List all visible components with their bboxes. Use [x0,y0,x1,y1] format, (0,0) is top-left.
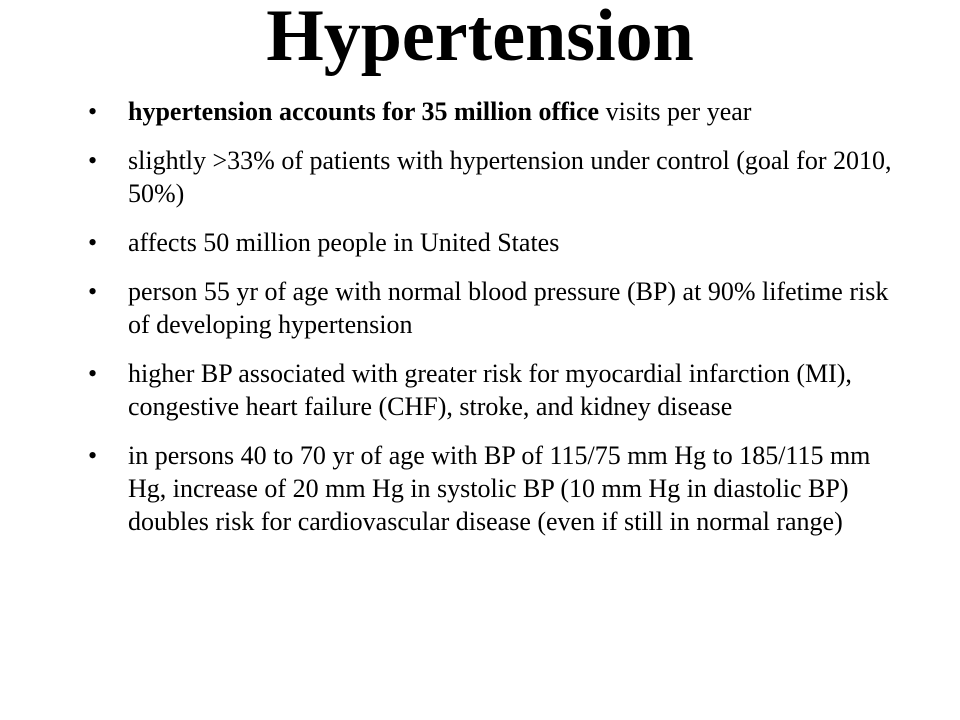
bullet-text: higher BP associated with greater risk for myocardial infarction (MI), congestive heart failure (CHF), stroke, and kidney disease [128,359,852,421]
bullet-item [88,357,898,423]
bullet-list [88,95,898,554]
bullet-text: person 55 yr of age with normal blood pressure (BP) at 90% lifetime risk of developing hypertension [128,277,889,339]
slide-title: Hypertension [266,0,694,77]
bullet-bold-text: hypertension accounts for 35 million office [128,97,600,126]
bullet-icon: • [88,146,98,175]
bullet-icon: • [88,97,98,126]
bullet-text: affects 50 million people in United States [128,228,560,257]
bullet-icon: • [88,228,98,257]
bullet-icon: • [88,277,98,306]
bullet-icon: • [88,441,98,470]
bullet-item [88,439,898,538]
bullet-text: in persons 40 to 70 yr of age with BP of 115/75 mm Hg to 185/115 mm Hg, increase of 20 mm Hg in systolic BP (10 mm Hg in diastolic BP) doubles risk for cardiovascular disease (even if still in normal range) [128,441,871,536]
bullet-item [88,95,898,128]
bullet-icon: • [88,359,98,388]
bullet-text: slightly >33% of patients with hypertension under control (goal for 2010, 50%) [128,146,892,208]
bullet-text: visits per year [599,97,752,126]
bullet-item [88,275,898,341]
bullet-item [88,226,898,259]
bullet-item [88,144,898,210]
